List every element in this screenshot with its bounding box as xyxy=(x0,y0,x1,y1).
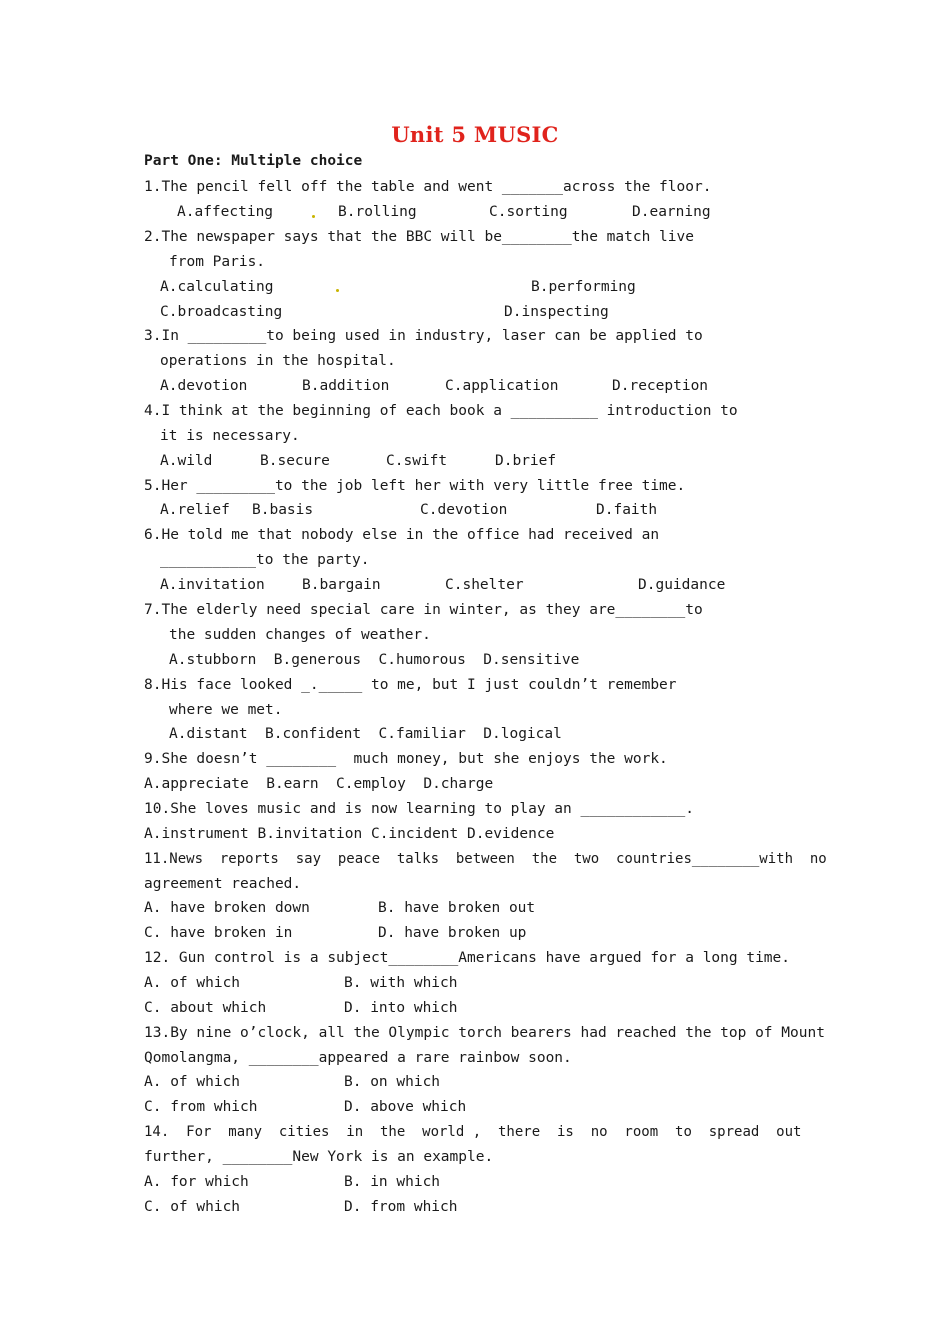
q2-option-a: A.calculating xyxy=(160,279,274,295)
question-11-cont: agreement reached. xyxy=(144,876,302,892)
q11-option-a: A. have broken down xyxy=(144,900,310,916)
q4-option-d: D.brief xyxy=(495,453,557,469)
q2-option-d: D.inspecting xyxy=(504,304,609,320)
q4-option-c: C.swift xyxy=(386,453,448,469)
q12-option-c: C. about which xyxy=(144,1000,267,1016)
q3-option-b: B.addition xyxy=(302,378,390,394)
q10-options: A.instrument B.invitation C.incident D.evidence xyxy=(144,826,555,842)
question-4-cont: it is necessary. xyxy=(160,428,300,444)
q1-option-c: C.sorting xyxy=(489,204,568,220)
q13-option-b: B. on which xyxy=(344,1074,441,1090)
q13-option-c: C. from which xyxy=(144,1099,258,1115)
q7-options: A.stubborn B.generous C.humorous D.sensitive xyxy=(169,652,580,668)
q2-option-b: B.performing xyxy=(531,279,636,295)
q1-option-a: A.affecting xyxy=(177,204,274,220)
q6-option-a: A.invitation xyxy=(160,577,265,593)
q14-option-d: D. from which xyxy=(344,1199,458,1215)
q11-option-b: B. have broken out xyxy=(378,900,536,916)
q3-option-d: D.reception xyxy=(612,378,709,394)
q6-option-b: B.bargain xyxy=(302,577,381,593)
question-3-cont: operations in the hospital. xyxy=(160,353,396,369)
question-6-cont: ___________to the party. xyxy=(160,552,370,568)
question-9: 9.She doesn’t ________ much money, but she enjoys the work. xyxy=(144,751,668,767)
question-5: 5.Her _________to the job left her with very little free time. xyxy=(144,478,686,494)
q11-option-d: D. have broken up xyxy=(378,925,527,941)
question-7: 7.The elderly need special care in winter, as they are________to xyxy=(144,602,703,618)
question-1: 1.The pencil fell off the table and went _______across the floor. xyxy=(144,179,712,195)
question-7-cont: the sudden changes of weather. xyxy=(169,627,431,643)
q5-option-d: D.faith xyxy=(596,502,658,518)
q6-option-d: D.guidance xyxy=(638,577,726,593)
q13-option-a: A. of which xyxy=(144,1074,241,1090)
q5-option-c: C.devotion xyxy=(420,502,508,518)
q8-options: A.distant B.confident C.familiar D.logical xyxy=(169,726,562,742)
q2-option-c: C.broadcasting xyxy=(160,304,283,320)
q4-option-a: A.wild xyxy=(160,453,213,469)
question-6: 6.He told me that nobody else in the office had received an xyxy=(144,527,660,543)
question-8-cont: where we met. xyxy=(169,702,283,718)
q1-option-d: D.earning xyxy=(632,204,711,220)
question-8: 8.His face looked _._____ to me, but I just couldn’t remember xyxy=(144,677,677,693)
question-13-cont: Qomolangma, ________appeared a rare rainbow soon. xyxy=(144,1050,572,1066)
question-13: 13.By nine o’clock, all the Olympic torch bearers had reached the top of Mount xyxy=(144,1025,825,1041)
q5-option-a: A.relief xyxy=(160,502,230,518)
question-3: 3.In _________to being used in industry, laser can be applied to xyxy=(144,328,703,344)
marker-dot xyxy=(336,289,339,292)
q14-option-c: C. of which xyxy=(144,1199,241,1215)
q14-option-a: A. for which xyxy=(144,1174,249,1190)
q11-option-c: C. have broken in xyxy=(144,925,293,941)
q3-option-c: C.application xyxy=(445,378,559,394)
q13-option-d: D. above which xyxy=(344,1099,467,1115)
q3-option-a: A.devotion xyxy=(160,378,248,394)
q12-option-a: A. of which xyxy=(144,975,241,991)
question-14-cont: further, ________New York is an example. xyxy=(144,1149,494,1165)
question-12: 12. Gun control is a subject________Americans have argued for a long time. xyxy=(144,950,791,966)
question-10: 10.She loves music and is now learning to play an ____________. xyxy=(144,801,694,817)
part-heading: Part One: Multiple choice xyxy=(144,153,363,169)
q4-option-b: B.secure xyxy=(260,453,330,469)
question-11: 11.News reports say peace talks between the two countries________with no xyxy=(144,851,827,867)
page-title: Unit 5 MUSIC xyxy=(391,122,559,147)
q6-option-c: C.shelter xyxy=(445,577,524,593)
question-14: 14. For many cities in the world , there is no room to spread out xyxy=(144,1124,802,1140)
q5-option-b: B.basis xyxy=(252,502,314,518)
question-2: 2.The newspaper says that the BBC will be________the match live xyxy=(144,229,694,245)
question-2-cont: from Paris. xyxy=(169,254,266,270)
question-4: 4.I think at the beginning of each book a __________ introduction to xyxy=(144,403,738,419)
q12-option-d: D. into which xyxy=(344,1000,458,1016)
q1-option-b: B.rolling xyxy=(338,204,417,220)
q12-option-b: B. with which xyxy=(344,975,458,991)
q14-option-b: B. in which xyxy=(344,1174,441,1190)
marker-dot xyxy=(312,215,315,218)
q9-options: A.appreciate B.earn C.employ D.charge xyxy=(144,776,494,792)
